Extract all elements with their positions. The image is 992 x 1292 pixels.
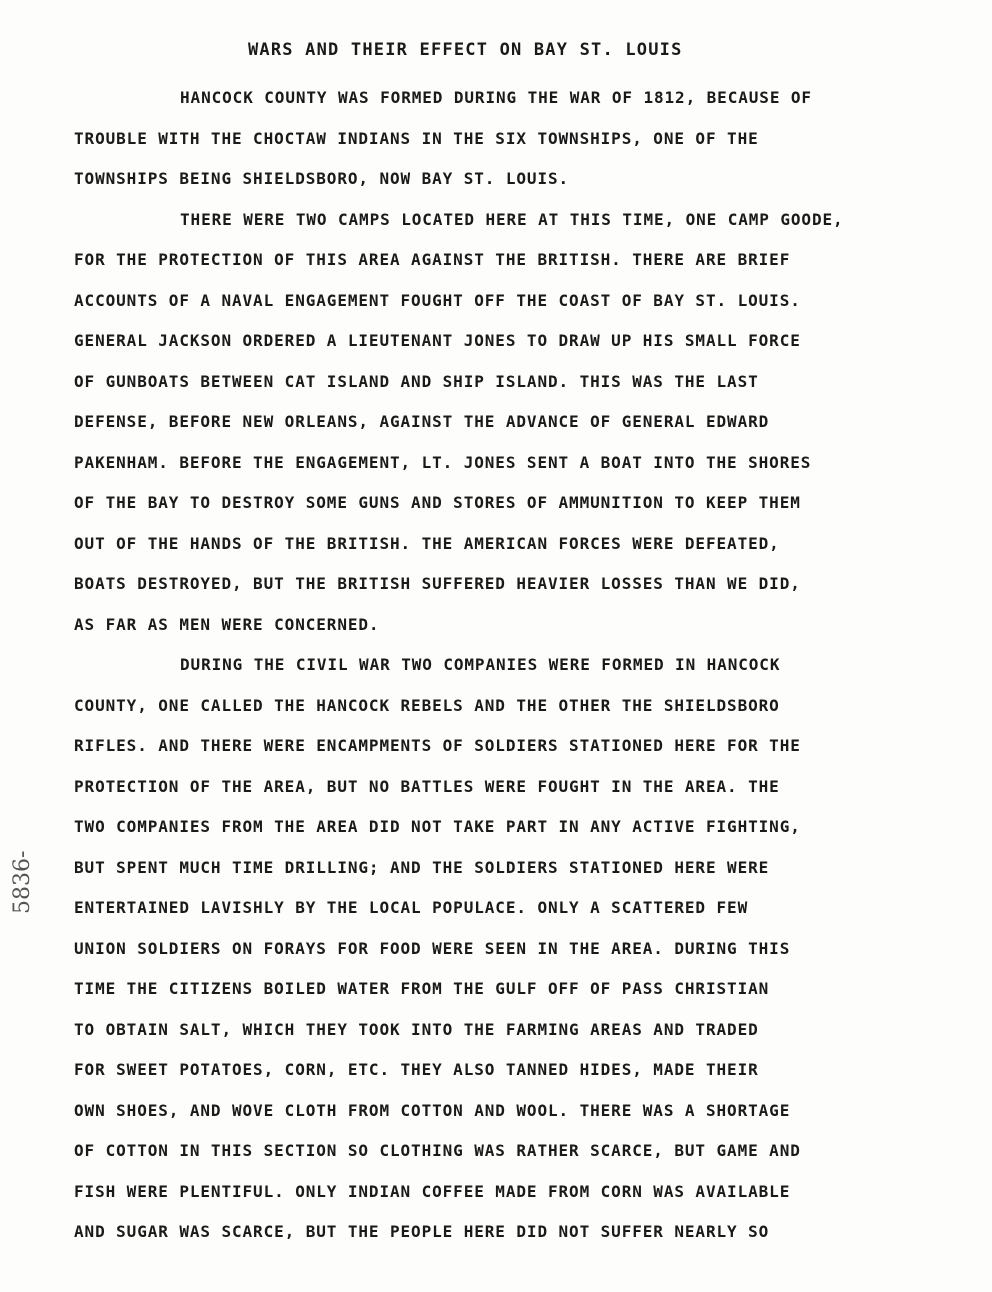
text-line: TOWNSHIPS BEING SHIELDSBORO, NOW BAY ST. LOUIS. (74, 169, 570, 188)
text-line: OUT OF THE HANDS OF THE BRITISH. THE AMERICAN FORCES WERE DEFEATED, (74, 533, 780, 553)
margin-note-text: 5836- (10, 850, 35, 914)
text-line: FISH WERE PLENTIFUL. ONLY INDIAN COFFEE MADE FROM CORN WAS AVAILABLE (74, 1181, 791, 1201)
text-line: OF COTTON IN THIS SECTION SO CLOTHING WAS RATHER SCARCE, BUT GAME AND (74, 1141, 801, 1160)
text-line: PAKENHAM. BEFORE THE ENGAGEMENT, LT. JONES SENT A BOAT INTO THE SHORES (74, 452, 812, 472)
text-line: ENTERTAINED LAVISHLY BY THE LOCAL POPULACE. ONLY A SCATTERED FEW (74, 898, 749, 917)
text-line: HANCOCK COUNTY WAS FORMED DURING THE WAR OF 1812, BECAUSE OF (180, 88, 812, 107)
document-title: WARS AND THEIR EFFECT ON BAY ST. LOUIS (248, 40, 683, 60)
text-line: TO OBTAIN SALT, WHICH THEY TOOK INTO THE FARMING AREAS AND TRADED (74, 1019, 759, 1039)
text-line: OF GUNBOATS BETWEEN CAT ISLAND AND SHIP ISLAND. THIS WAS THE LAST (74, 371, 759, 391)
text-line: TWO COMPANIES FROM THE AREA DID NOT TAKE PART IN ANY ACTIVE FIGHTING, (74, 817, 801, 836)
text-line: AND SUGAR WAS SCARCE, BUT THE PEOPLE HERE DID NOT SUFFER NEARLY SO (74, 1222, 770, 1241)
paragraph-3 (74, 645, 954, 1253)
text-line: PROTECTION OF THE AREA, BUT NO BATTLES WERE FOUGHT IN THE AREA. THE (74, 776, 780, 796)
text-line: AS FAR AS MEN WERE CONCERNED. (74, 614, 380, 634)
text-line: TROUBLE WITH THE CHOCTAW INDIANS IN THE SIX TOWNSHIPS, ONE OF THE (74, 128, 759, 148)
text-line: RIFLES. AND THERE WERE ENCAMPMENTS OF SOLDIERS STATIONED HERE FOR THE (74, 736, 801, 755)
document-body (74, 78, 954, 1253)
text-line: FOR THE PROTECTION OF THIS AREA AGAINST THE BRITISH. THERE ARE BRIEF (74, 250, 791, 269)
paragraph-1 (74, 78, 954, 200)
text-line: BUT SPENT MUCH TIME DRILLING; AND THE SOLDIERS STATIONED HERE WERE (74, 857, 770, 877)
text-line: DEFENSE, BEFORE NEW ORLEANS, AGAINST THE ADVANCE OF GENERAL EDWARD (74, 412, 770, 431)
text-line: GENERAL JACKSON ORDERED A LIEUTENANT JONES TO DRAW UP HIS SMALL FORCE (74, 331, 801, 350)
text-line: OWN SHOES, AND WOVE CLOTH FROM COTTON AND WOOL. THERE WAS A SHORTAGE (74, 1100, 791, 1120)
text-line: DURING THE CIVIL WAR TWO COMPANIES WERE FORMED IN HANCOCK (180, 655, 781, 674)
text-line: UNION SOLDIERS ON FORAYS FOR FOOD WERE SEEN IN THE AREA. DURING THIS (74, 938, 791, 958)
handwritten-margin-note (6, 828, 36, 918)
paragraph-2 (74, 200, 954, 646)
text-line: ACCOUNTS OF A NAVAL ENGAGEMENT FOUGHT OFF THE COAST OF BAY ST. LOUIS. (74, 290, 801, 310)
text-line: OF THE BAY TO DESTROY SOME GUNS AND STORES OF AMMUNITION TO KEEP THEM (74, 493, 801, 512)
text-line: BOATS DESTROYED, BUT THE BRITISH SUFFERED HEAVIER LOSSES THAN WE DID, (74, 574, 801, 593)
text-line: THERE WERE TWO CAMPS LOCATED HERE AT THIS TIME, ONE CAMP GOODE, (180, 209, 844, 229)
text-line: COUNTY, ONE CALLED THE HANCOCK REBELS AND THE OTHER THE SHIELDSBORO (74, 695, 780, 715)
text-line: FOR SWEET POTATOES, CORN, ETC. THEY ALSO TANNED HIDES, MADE THEIR (74, 1060, 759, 1079)
text-line: TIME THE CITIZENS BOILED WATER FROM THE GULF OFF OF PASS CHRISTIAN (74, 979, 770, 998)
